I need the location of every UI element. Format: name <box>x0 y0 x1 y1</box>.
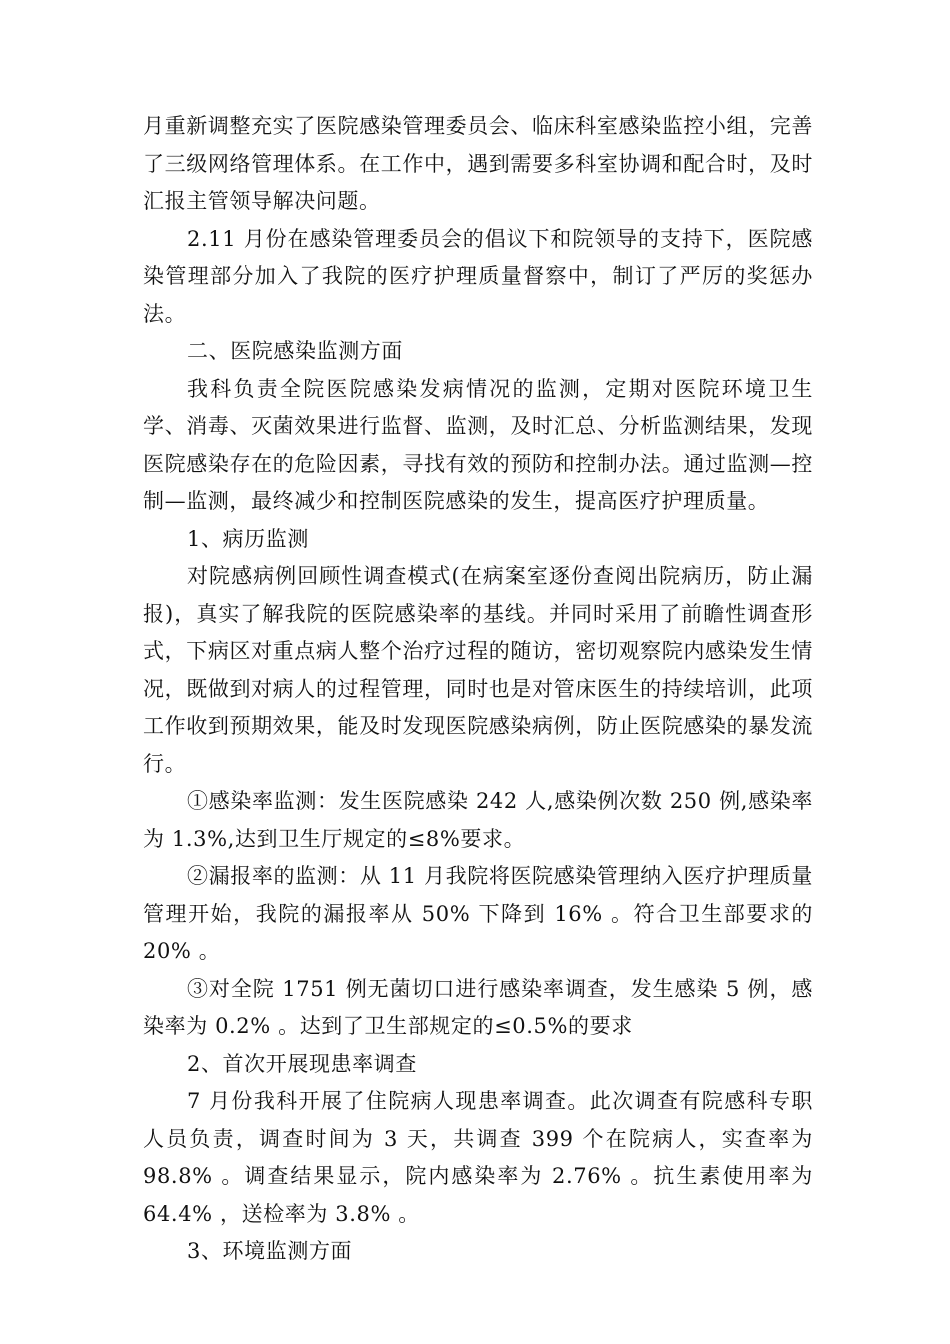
subheading-case-record-monitoring: 1、病历监测 <box>187 526 309 551</box>
paragraph-prevalence-survey: 7 月份我科开展了住院病人现患率调查。此次调查有院感科专职人员负责，调查时间为 3 天，共调查 399 个在院病人，实查率为 98.8% 。调查结果显示，院内感染率为 2.76% 。抗生素使用率为 64.4% ，送检率为 3.8% 。 <box>143 1089 813 1226</box>
paragraph-2-11: 2.11 月份在感染管理委员会的倡议下和院领导的支持下，医院感染管理部分加入了我院的医疗护理质量督察中，制订了严厉的奖惩办法。 <box>143 226 813 326</box>
subheading-prevalence-survey: 2、首次开展现患率调查 <box>187 1051 417 1076</box>
item-infection-rate: ①感染率监测：发生医院感染 242 人,感染例次数 250 例,感染率为 1.3%,达到卫生厅规定的≤8%要求。 <box>143 789 813 851</box>
paragraph-case-record-monitoring: 对院感病例回顾性调查模式(在病案室逐份查阅出院病历，防止漏报)，真实了解我院的医院感染率的基线。并同时采用了前瞻性调查形式，下病区对重点病人整个治疗过程的随访，密切观察院内感染发生情况，既做到对病人的过程管理，同时也是对管床医生的持续培训，此项工作收到预期效果，能及时发现医院感染病例，防止医院感染的暴发流行。 <box>143 564 813 776</box>
subheading-environment-monitoring: 3、环境监测方面 <box>187 1239 353 1263</box>
paragraph-monitoring-intro: 我科负责全院医院感染发病情况的监测，定期对医院环境卫生学、消毒、灭菌效果进行监督、监测，及时汇总、分析监测结果，发现医院感染存在的危险因素，寻找有效的预防和控制办法。通过监测—控制—监测，最终减少和控制医院感染的发生，提高医疗护理质量。 <box>143 376 813 513</box>
paragraph-continuation: 月重新调整充实了医院感染管理委员会、临床科室感染监控小组，完善了三级网络管理体系。在工作中，遇到需要多科室协调和配合时，及时汇报主管领导解决问题。 <box>143 114 813 213</box>
document-page <box>143 108 813 1271</box>
item-sterile-incision: ③对全院 1751 例无菌切口进行感染率调查，发生感染 5 例，感染率为 0.2% 。达到了卫生部规定的≤0.5%的要求 <box>143 976 813 1038</box>
item-underreport-rate: ②漏报率的监测：从 11 月我院将医院感染管理纳入医疗护理质量管理开始，我院的漏报率从 50% 下降到 16% 。符合卫生部要求的 20% 。 <box>143 864 813 963</box>
section-heading-monitoring: 二、医院感染监测方面 <box>187 339 403 363</box>
